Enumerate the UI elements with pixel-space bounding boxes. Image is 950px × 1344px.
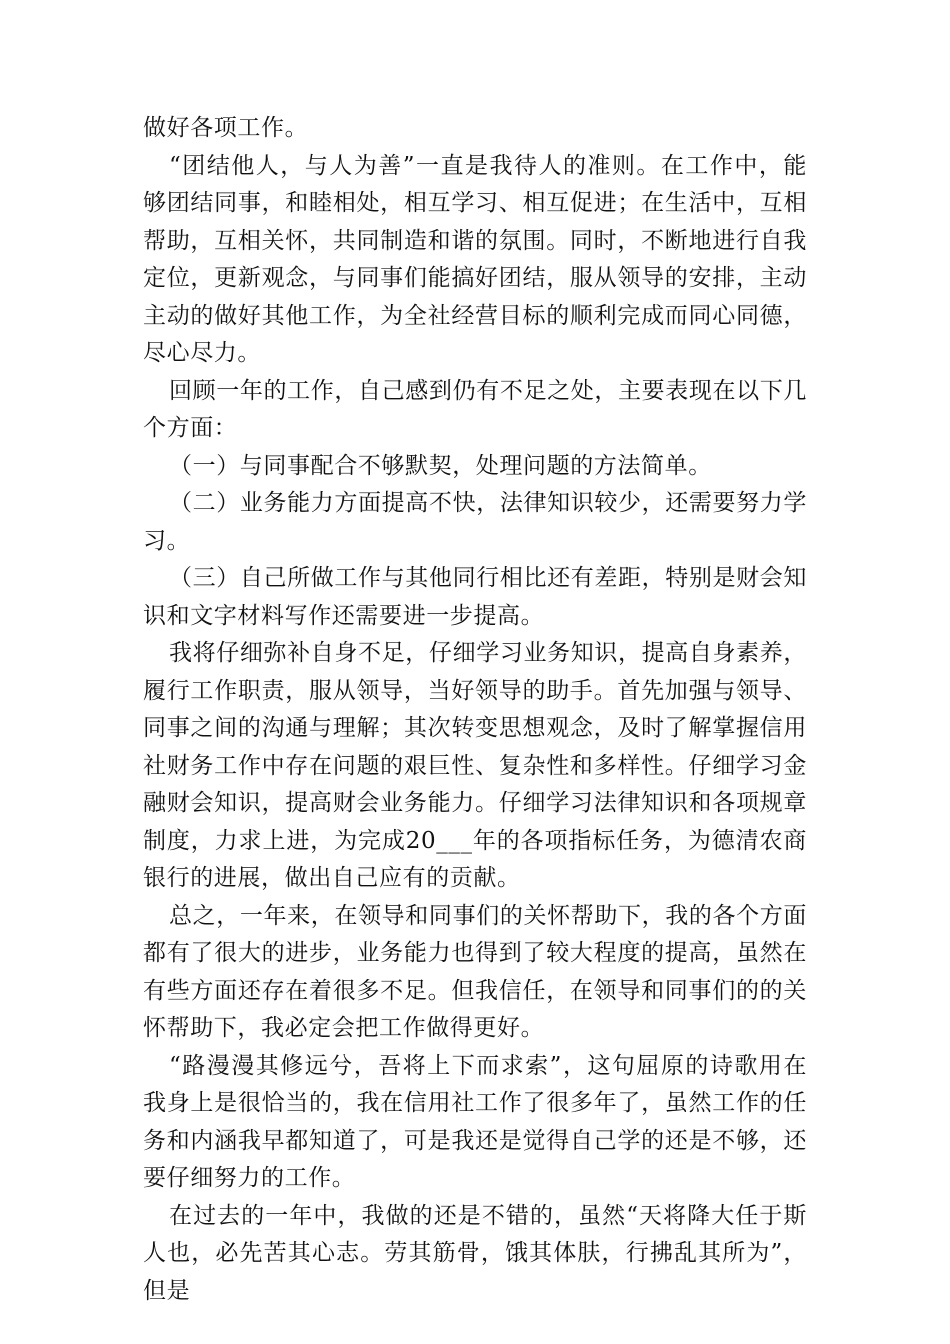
paragraph-8: 总之，一年来，在领导和同事们的关怀帮助下，我的各个方面都有了很大的进步，业务能力也得到了较大程度的提高，虽然在有些方面还存在着很多不足。但我信任，在领导和同事们的的关怀帮助下，我必定会把工作做得更好。 xyxy=(143,902,807,1041)
paragraph-4: （一）与同事配合不够默契，处理问题的方法简单。 xyxy=(169,452,712,479)
paragraph-1: 做好各项工作。 xyxy=(143,115,309,141)
document-body xyxy=(143,110,807,1310)
paragraph-3: 回顾一年的工作，自己感到仍有不足之处，主要表现在以下几个方面： xyxy=(143,377,807,441)
paragraph-6: （三）自己所做工作与其他同行相比还有差距，特别是财会知识和文字材料写作还需要进一步提高。 xyxy=(143,565,807,629)
paragraph-5: （二）业务能力方面提高不快，法律知识较少，还需要努力学习。 xyxy=(143,490,807,554)
paragraph-2: “团结他人，与人为善”一直是我待人的准则。在工作中，能够团结同事，和睦相处，相互学习、相互促进；在生活中，互相帮助，互相关怀，共同制造和谐的氛围。同时，不断地进行自我定位，更新观念，与同事们能搞好团结，服从领导的安排，主动主动的做好其他工作，为全社经营目标的顺利完成而同心同德，尽心尽力。 xyxy=(143,152,807,366)
paragraph-10: 在过去的一年中，我做的还是不错的，虽然“天将降大任于斯人也，必先苦其心志。劳其筋骨，饿其体肤，行拂乱其所为”，但是 xyxy=(143,1202,807,1304)
paragraph-7: 我将仔细弥补自身不足，仔细学习业务知识，提高自身素养，履行工作职责，服从领导，当好领导的助手。首先加强与领导、同事之间的沟通与理解；其次转变思想观念，及时了解掌握信用社财务工作中存在问题的艰巨性、复杂性和多样性。仔细学习金融财会知识，提高财会业务能力。仔细学习法律知识和各项规章制度，力求上进，为完成20___年的各项指标任务，为德清农商银行的进展，做出自己应有的贡献。 xyxy=(143,640,807,891)
paragraph-9: “路漫漫其修远兮，吾将上下而求索”，这句屈原的诗歌用在我身上是很恰当的，我在信用社工作了很多年了，虽然工作的任务和内涵我早都知道了，可是我还是觉得自己学的还是不够，还要仔细努力的工作。 xyxy=(143,1052,807,1191)
